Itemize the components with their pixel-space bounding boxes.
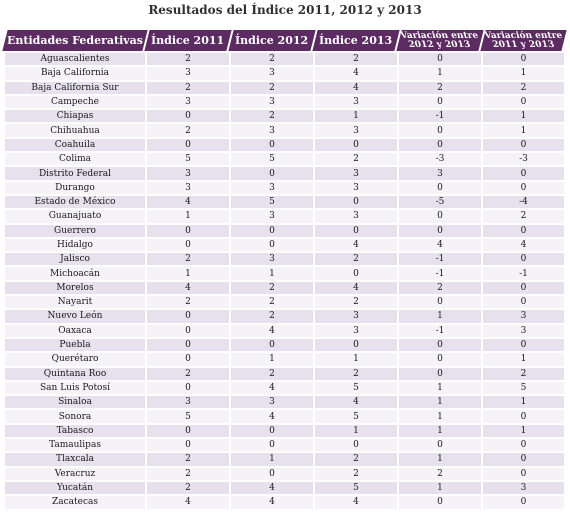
header-entity-label: Entidades Federativas xyxy=(7,34,143,47)
cell-index-2013: 1 xyxy=(315,110,397,122)
table-row xyxy=(5,468,564,480)
cell-entity: Nayarit xyxy=(5,296,145,308)
table-row xyxy=(5,453,564,465)
header-var1113-line2: 2011 y 2013 xyxy=(491,39,556,50)
table-row xyxy=(5,282,564,294)
cell-index-2013: 2 xyxy=(315,53,397,65)
cell-index-2013: 2 xyxy=(315,368,397,380)
cell-index-2011: 2 xyxy=(147,253,229,265)
cell-variation-2011-2013: 1 xyxy=(483,425,564,437)
cell-index-2011: 3 xyxy=(147,96,229,108)
cell-index-2013: 5 xyxy=(315,382,397,394)
cell-index-2012: 0 xyxy=(231,339,313,351)
cell-variation-2011-2013: 0 xyxy=(483,468,564,480)
cell-entity: Distrito Federal xyxy=(5,167,145,179)
cell-variation-2012-2013: -5 xyxy=(399,196,481,208)
table-row xyxy=(5,439,564,451)
cell-entity: Guanajuato xyxy=(5,210,145,222)
cell-index-2013: 4 xyxy=(315,282,397,294)
cell-variation-2011-2013: 1 xyxy=(483,353,564,365)
cell-variation-2012-2013: 1 xyxy=(399,310,481,322)
cell-variation-2012-2013: 0 xyxy=(399,496,481,508)
cell-variation-2012-2013: -1 xyxy=(399,325,481,337)
cell-entity: Campeche xyxy=(5,96,145,108)
cell-index-2013: 3 xyxy=(315,167,397,179)
header-variation-2011-2013 xyxy=(480,30,566,51)
cell-index-2011: 4 xyxy=(147,196,229,208)
cell-index-2013: 3 xyxy=(315,310,397,322)
header-entity xyxy=(2,30,147,51)
cell-variation-2011-2013: 1 xyxy=(483,67,564,79)
cell-entity: Yucatán xyxy=(5,482,145,494)
cell-index-2013: 5 xyxy=(315,482,397,494)
cell-variation-2011-2013: 0 xyxy=(483,282,564,294)
cell-variation-2012-2013: 1 xyxy=(399,425,481,437)
cell-variation-2011-2013: 1 xyxy=(483,124,564,136)
table-row xyxy=(5,153,564,165)
cell-index-2012: 3 xyxy=(231,182,313,194)
header-variation-2012-2013-label xyxy=(401,32,478,50)
cell-variation-2012-2013: 1 xyxy=(399,396,481,408)
cell-index-2013: 4 xyxy=(315,239,397,251)
cell-entity: Morelos xyxy=(5,282,145,294)
cell-index-2011: 0 xyxy=(147,139,229,151)
cell-entity: Chihuahua xyxy=(5,124,145,136)
cell-index-2012: 2 xyxy=(231,53,313,65)
cell-entity: San Luis Potosí xyxy=(5,382,145,394)
cell-index-2011: 2 xyxy=(147,453,229,465)
header-variation-2011-2013-label xyxy=(485,32,562,50)
cell-variation-2012-2013: 2 xyxy=(399,468,481,480)
cell-index-2011: 0 xyxy=(147,310,229,322)
table-row xyxy=(5,410,564,422)
cell-index-2013: 2 xyxy=(315,468,397,480)
cell-entity: Tabasco xyxy=(5,425,145,437)
cell-entity: Quintana Roo xyxy=(5,368,145,380)
header-index-2013-label: Índice 2013 xyxy=(319,34,393,47)
cell-index-2012: 3 xyxy=(231,67,313,79)
cell-index-2013: 0 xyxy=(315,267,397,279)
cell-index-2013: 0 xyxy=(315,439,397,451)
cell-index-2012: 3 xyxy=(231,396,313,408)
cell-index-2011: 3 xyxy=(147,396,229,408)
cell-index-2012: 0 xyxy=(231,167,313,179)
cell-variation-2011-2013: 0 xyxy=(483,439,564,451)
cell-index-2012: 2 xyxy=(231,282,313,294)
cell-index-2012: 2 xyxy=(231,82,313,94)
cell-index-2012: 4 xyxy=(231,410,313,422)
cell-variation-2011-2013: 2 xyxy=(483,82,564,94)
cell-index-2012: 1 xyxy=(231,353,313,365)
cell-entity: Sonora xyxy=(5,410,145,422)
cell-variation-2012-2013: 4 xyxy=(399,239,481,251)
cell-variation-2011-2013: 2 xyxy=(483,210,564,222)
cell-variation-2012-2013: 2 xyxy=(399,82,481,94)
cell-variation-2012-2013: 1 xyxy=(399,482,481,494)
cell-index-2012: 0 xyxy=(231,239,313,251)
cell-index-2011: 2 xyxy=(147,482,229,494)
table-row xyxy=(5,339,564,351)
cell-index-2011: 0 xyxy=(147,239,229,251)
table-row xyxy=(5,425,564,437)
cell-index-2011: 3 xyxy=(147,67,229,79)
cell-variation-2011-2013: 0 xyxy=(483,96,564,108)
cell-index-2013: 0 xyxy=(315,339,397,351)
cell-index-2011: 0 xyxy=(147,439,229,451)
cell-entity: Tamaulipas xyxy=(5,439,145,451)
header-index-2013 xyxy=(312,30,399,51)
cell-variation-2011-2013: 3 xyxy=(483,310,564,322)
cell-index-2012: 0 xyxy=(231,439,313,451)
cell-entity: Querétaro xyxy=(5,353,145,365)
table-row xyxy=(5,310,564,322)
cell-index-2011: 0 xyxy=(147,225,229,237)
cell-index-2011: 0 xyxy=(147,382,229,394)
cell-index-2011: 2 xyxy=(147,53,229,65)
table-row xyxy=(5,325,564,337)
header-index-2011 xyxy=(144,30,231,51)
cell-index-2011: 0 xyxy=(147,425,229,437)
cell-variation-2012-2013: 1 xyxy=(399,410,481,422)
cell-index-2011: 1 xyxy=(147,210,229,222)
cell-index-2011: 0 xyxy=(147,339,229,351)
cell-entity: Durango xyxy=(5,182,145,194)
cell-index-2013: 0 xyxy=(315,196,397,208)
cell-entity: Veracruz xyxy=(5,468,145,480)
table-title: Resultados del Índice 2011, 2012 y 2013 xyxy=(148,3,422,17)
cell-variation-2011-2013: 0 xyxy=(483,139,564,151)
cell-variation-2011-2013: 0 xyxy=(483,167,564,179)
table-row xyxy=(5,53,564,65)
cell-index-2013: 2 xyxy=(315,253,397,265)
table-row xyxy=(5,82,564,94)
cell-index-2012: 3 xyxy=(231,210,313,222)
cell-entity: Michoacán xyxy=(5,267,145,279)
cell-entity: Coahuila xyxy=(5,139,145,151)
cell-index-2012: 2 xyxy=(231,110,313,122)
cell-index-2011: 4 xyxy=(147,282,229,294)
table-row xyxy=(5,253,564,265)
cell-variation-2011-2013: 3 xyxy=(483,482,564,494)
table-row xyxy=(5,124,564,136)
table-row xyxy=(5,182,564,194)
cell-entity: Zacatecas xyxy=(5,496,145,508)
cell-variation-2011-2013: 0 xyxy=(483,225,564,237)
cell-variation-2012-2013: 0 xyxy=(399,296,481,308)
cell-index-2012: 5 xyxy=(231,196,313,208)
cell-variation-2012-2013: 0 xyxy=(399,53,481,65)
cell-variation-2012-2013: 0 xyxy=(399,139,481,151)
cell-index-2013: 1 xyxy=(315,425,397,437)
cell-index-2011: 3 xyxy=(147,182,229,194)
cell-index-2013: 4 xyxy=(315,82,397,94)
table-row xyxy=(5,225,564,237)
cell-index-2012: 0 xyxy=(231,425,313,437)
cell-entity: Baja California Sur xyxy=(5,82,145,94)
cell-index-2013: 4 xyxy=(315,396,397,408)
cell-index-2013: 3 xyxy=(315,325,397,337)
table-row xyxy=(5,353,564,365)
table-body xyxy=(5,53,564,509)
cell-variation-2011-2013: 0 xyxy=(483,453,564,465)
cell-index-2013: 4 xyxy=(315,67,397,79)
cell-index-2011: 0 xyxy=(147,353,229,365)
cell-index-2012: 4 xyxy=(231,325,313,337)
cell-index-2012: 3 xyxy=(231,96,313,108)
cell-index-2012: 4 xyxy=(231,382,313,394)
table-row xyxy=(5,239,564,251)
cell-entity: Jalisco xyxy=(5,253,145,265)
cell-variation-2011-2013: -3 xyxy=(483,153,564,165)
table-row xyxy=(5,368,564,380)
cell-index-2012: 4 xyxy=(231,482,313,494)
cell-variation-2011-2013: 4 xyxy=(483,239,564,251)
header-row xyxy=(5,30,564,51)
cell-entity: Chiapas xyxy=(5,110,145,122)
cell-variation-2012-2013: 3 xyxy=(399,167,481,179)
cell-index-2012: 0 xyxy=(231,468,313,480)
cell-variation-2012-2013: 0 xyxy=(399,368,481,380)
cell-index-2012: 4 xyxy=(231,496,313,508)
cell-index-2013: 3 xyxy=(315,96,397,108)
table-row xyxy=(5,196,564,208)
cell-index-2013: 3 xyxy=(315,124,397,136)
cell-variation-2011-2013: 0 xyxy=(483,410,564,422)
cell-variation-2011-2013: -4 xyxy=(483,196,564,208)
cell-variation-2011-2013: -1 xyxy=(483,267,564,279)
cell-variation-2012-2013: 1 xyxy=(399,453,481,465)
cell-variation-2012-2013: 0 xyxy=(399,182,481,194)
cell-variation-2012-2013: 1 xyxy=(399,67,481,79)
table-row xyxy=(5,139,564,151)
table-row xyxy=(5,67,564,79)
cell-index-2011: 5 xyxy=(147,410,229,422)
cell-index-2011: 2 xyxy=(147,82,229,94)
cell-variation-2012-2013: 0 xyxy=(399,225,481,237)
cell-index-2011: 2 xyxy=(147,296,229,308)
cell-index-2013: 2 xyxy=(315,296,397,308)
header-index-2011-label: Índice 2011 xyxy=(151,34,225,47)
cell-variation-2012-2013: 0 xyxy=(399,339,481,351)
cell-variation-2012-2013: -3 xyxy=(399,153,481,165)
cell-entity: Hidalgo xyxy=(5,239,145,251)
cell-variation-2012-2013: -1 xyxy=(399,253,481,265)
cell-index-2012: 1 xyxy=(231,453,313,465)
table-row xyxy=(5,496,564,508)
header-index-2012 xyxy=(228,30,315,51)
cell-index-2012: 2 xyxy=(231,296,313,308)
cell-index-2013: 4 xyxy=(315,496,397,508)
cell-variation-2011-2013: 0 xyxy=(483,339,564,351)
cell-index-2013: 1 xyxy=(315,353,397,365)
cell-variation-2011-2013: 0 xyxy=(483,182,564,194)
cell-entity: Sinaloa xyxy=(5,396,145,408)
cell-entity: Baja California xyxy=(5,67,145,79)
header-index-2012-label: Índice 2012 xyxy=(235,34,309,47)
cell-variation-2012-2013: 0 xyxy=(399,124,481,136)
cell-index-2011: 2 xyxy=(147,124,229,136)
table-row xyxy=(5,396,564,408)
cell-variation-2011-2013: 0 xyxy=(483,253,564,265)
cell-variation-2012-2013: 1 xyxy=(399,382,481,394)
cell-variation-2011-2013: 0 xyxy=(483,53,564,65)
cell-variation-2012-2013: 0 xyxy=(399,353,481,365)
cell-entity: Nuevo León xyxy=(5,310,145,322)
cell-index-2011: 2 xyxy=(147,468,229,480)
cell-entity: Tlaxcala xyxy=(5,453,145,465)
table-row xyxy=(5,167,564,179)
cell-index-2013: 5 xyxy=(315,410,397,422)
cell-index-2012: 5 xyxy=(231,153,313,165)
cell-index-2012: 0 xyxy=(231,139,313,151)
table-row xyxy=(5,482,564,494)
cell-variation-2011-2013: 0 xyxy=(483,496,564,508)
cell-entity: Aguascalientes xyxy=(5,53,145,65)
cell-variation-2011-2013: 2 xyxy=(483,368,564,380)
header-variation-2012-2013 xyxy=(396,30,483,51)
table-row xyxy=(5,296,564,308)
cell-index-2012: 3 xyxy=(231,253,313,265)
cell-entity: Puebla xyxy=(5,339,145,351)
table-row xyxy=(5,210,564,222)
cell-index-2013: 3 xyxy=(315,182,397,194)
cell-index-2013: 0 xyxy=(315,139,397,151)
cell-variation-2012-2013: 0 xyxy=(399,439,481,451)
cell-variation-2012-2013: -1 xyxy=(399,110,481,122)
cell-index-2012: 3 xyxy=(231,124,313,136)
cell-index-2011: 4 xyxy=(147,496,229,508)
cell-variation-2011-2013: 0 xyxy=(483,296,564,308)
cell-index-2011: 0 xyxy=(147,110,229,122)
header-var1213-line1: Variación entre xyxy=(399,30,480,41)
cell-variation-2011-2013: 3 xyxy=(483,325,564,337)
table-row xyxy=(5,96,564,108)
header-var1213-line2: 2012 y 2013 xyxy=(407,39,472,50)
cell-entity: Estado de México xyxy=(5,196,145,208)
cell-index-2013: 2 xyxy=(315,453,397,465)
table-row xyxy=(5,110,564,122)
cell-index-2011: 3 xyxy=(147,167,229,179)
cell-index-2013: 3 xyxy=(315,210,397,222)
cell-entity: Guerrero xyxy=(5,225,145,237)
cell-index-2011: 1 xyxy=(147,267,229,279)
cell-index-2011: 5 xyxy=(147,153,229,165)
cell-index-2012: 1 xyxy=(231,267,313,279)
cell-index-2012: 2 xyxy=(231,368,313,380)
cell-variation-2012-2013: -1 xyxy=(399,267,481,279)
cell-entity: Colima xyxy=(5,153,145,165)
cell-variation-2012-2013: 0 xyxy=(399,210,481,222)
cell-variation-2011-2013: 1 xyxy=(483,110,564,122)
cell-index-2011: 0 xyxy=(147,325,229,337)
cell-index-2013: 0 xyxy=(315,225,397,237)
table-row xyxy=(5,382,564,394)
cell-variation-2011-2013: 1 xyxy=(483,396,564,408)
cell-index-2012: 0 xyxy=(231,225,313,237)
cell-variation-2012-2013: 2 xyxy=(399,282,481,294)
cell-index-2012: 2 xyxy=(231,310,313,322)
cell-variation-2011-2013: 5 xyxy=(483,382,564,394)
cell-entity: Oaxaca xyxy=(5,325,145,337)
table-row xyxy=(5,267,564,279)
cell-index-2013: 2 xyxy=(315,153,397,165)
header-var1113-line1: Variación entre xyxy=(483,30,564,41)
cell-index-2011: 2 xyxy=(147,368,229,380)
cell-variation-2012-2013: 0 xyxy=(399,96,481,108)
results-table xyxy=(3,28,566,511)
